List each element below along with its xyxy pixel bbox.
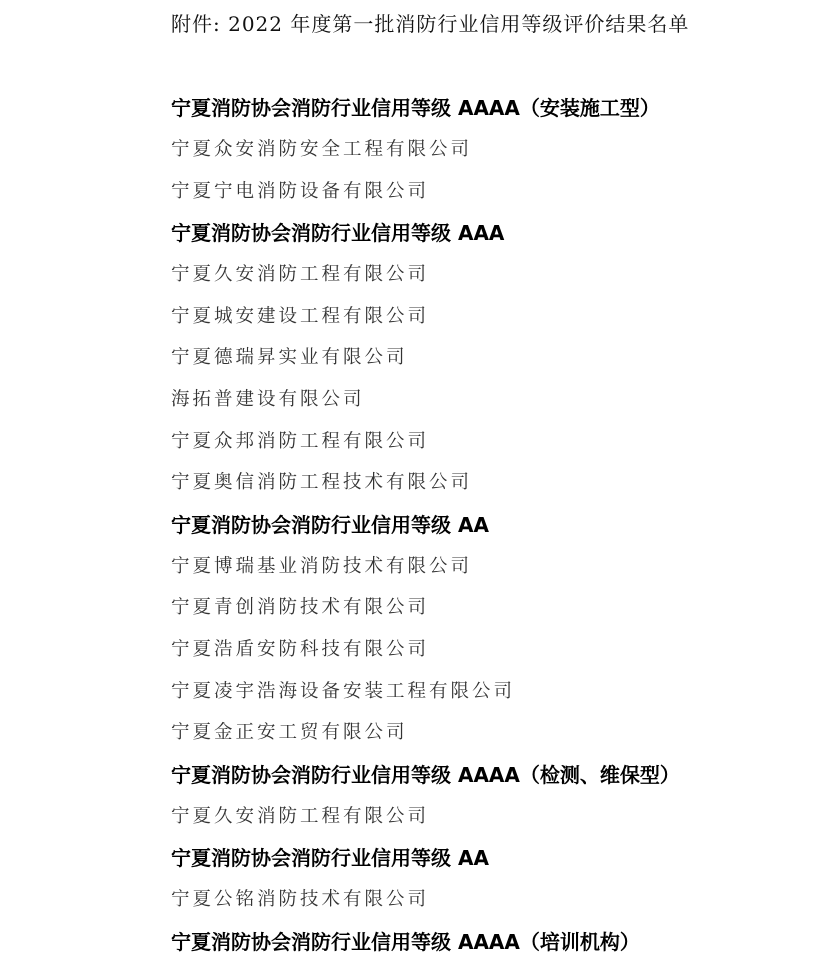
- document-title: 附件: 2022 年度第一批消防行业信用等级评价结果名单: [171, 12, 690, 36]
- company-item: 宁夏奥信消防工程技术有限公司: [171, 472, 473, 493]
- section-heading-aaaa-inspection-maintenance: 宁夏消防协会消防行业信用等级 AAAA（检测、维保型）: [171, 763, 680, 787]
- section-heading-aa: 宁夏消防协会消防行业信用等级 AA: [171, 513, 489, 537]
- section-heading-aa-2: 宁夏消防协会消防行业信用等级 AA: [171, 846, 489, 870]
- section-heading-aaa: 宁夏消防协会消防行业信用等级 AAA: [171, 221, 505, 245]
- section-heading-aaaa-training: 宁夏消防协会消防行业信用等级 AAAA（培训机构）: [171, 930, 640, 954]
- company-item: 海拓普建设有限公司: [171, 389, 365, 410]
- company-item: 宁夏众安消防安全工程有限公司: [171, 139, 473, 160]
- company-item: 宁夏博瑞基业消防技术有限公司: [171, 556, 473, 577]
- company-item: 宁夏浩盾安防科技有限公司: [171, 639, 430, 660]
- company-item: 宁夏公铭消防技术有限公司: [171, 889, 430, 910]
- company-item: 宁夏凌宇浩海设备安装工程有限公司: [171, 681, 516, 702]
- company-item: 宁夏金正安工贸有限公司: [171, 722, 408, 743]
- company-item: 宁夏德瑞昇实业有限公司: [171, 347, 408, 368]
- section-heading-aaaa-installation: 宁夏消防协会消防行业信用等级 AAAA（安装施工型）: [171, 96, 660, 120]
- company-item: 宁夏众邦消防工程有限公司: [171, 431, 430, 452]
- company-item: 宁夏城安建设工程有限公司: [171, 306, 430, 327]
- company-item: 宁夏久安消防工程有限公司: [171, 264, 430, 285]
- company-item: 宁夏久安消防工程有限公司: [171, 806, 430, 827]
- company-item: 宁夏青创消防技术有限公司: [171, 597, 430, 618]
- company-item: 宁夏宁电消防设备有限公司: [171, 181, 430, 202]
